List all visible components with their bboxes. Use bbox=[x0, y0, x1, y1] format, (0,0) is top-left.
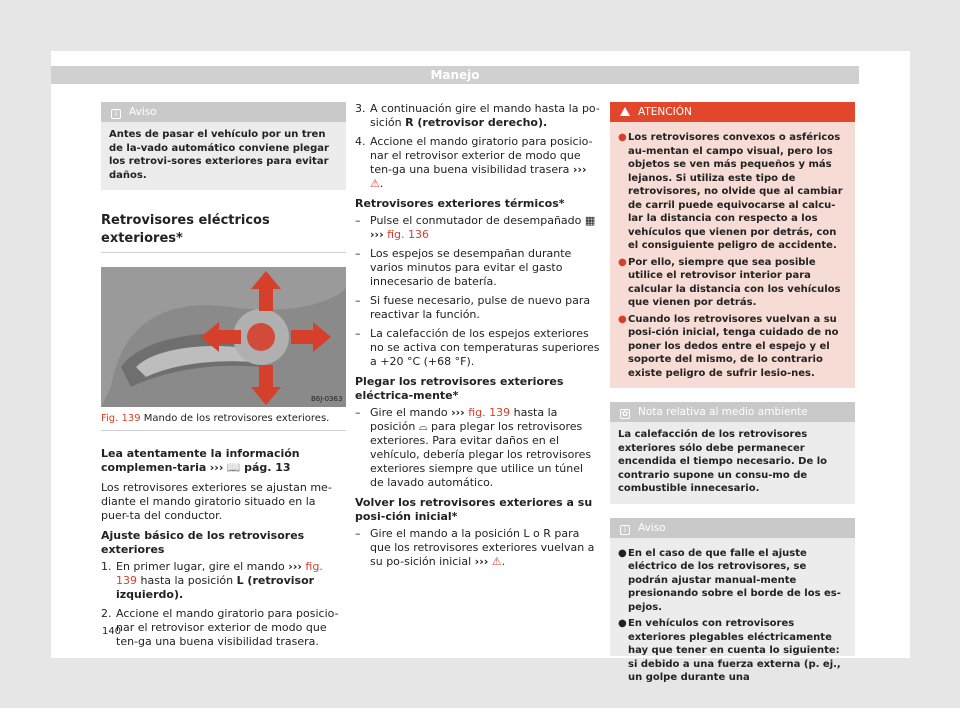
subheading: Volver los retrovisores exteriores a su posi-ción inicial* bbox=[355, 496, 593, 523]
page-number: 140 bbox=[102, 626, 122, 637]
column-1 bbox=[101, 102, 346, 654]
atencion-box bbox=[610, 102, 855, 388]
aviso-box-2-header: i Aviso bbox=[610, 518, 855, 538]
defog-icon: ▦ bbox=[584, 214, 596, 227]
intro-paragraph: Lea atentamente la información complemen-taria ››› 📖 pág. 13 bbox=[101, 447, 300, 474]
bullet-item: ● Los retrovisores convexos o asféricos au-mentan el campo visual, pero los objetos se ven más pequeños y más lejanos. Si utiliza este tipo de retrovisores, no olvide que al cambiar de carril puede equivocarse al calcu-lar la distancia con respecto a los vehículos que vienen por detrás, con el consiguiente peligro de accidente. bbox=[618, 132, 843, 251]
bullet-item: ● Por ello, siempre que sea posible utilice el retrovisor interior para calcular la distancia con los vehículos que vienen por detrás. bbox=[618, 256, 841, 308]
page-header: Manejo bbox=[51, 66, 859, 84]
warning-icon: ⚠ bbox=[491, 555, 502, 568]
info-icon: i bbox=[620, 525, 630, 535]
list-item: 3. A continuación gire el mando hasta la po-sición R (retrovisor derecho). bbox=[355, 102, 600, 129]
figure-139 bbox=[101, 267, 346, 407]
list-item: – Los espejos se desempañan durante varios minutos para evitar el gasto innecesario de batería. bbox=[355, 247, 572, 288]
column-2 bbox=[355, 102, 600, 574]
bullet-item: ● Cuando los retrovisores vuelvan a su posi-ción inicial, tenga cuidado de no poner los dedos entre el espejo y el soporte del mismo, de lo contrario existe peligro de sufrir lesio-nes. bbox=[618, 313, 839, 379]
warning-icon: ⚠ bbox=[370, 177, 380, 190]
atencion-box-header: ATENCIÓN bbox=[610, 102, 855, 122]
figure-link[interactable]: fig. 136 bbox=[387, 228, 430, 241]
column-3 bbox=[610, 102, 855, 683]
medio-ambiente-text: La calefacción de los retrovisores exteriores sólo debe permanecer encendida el tiempo necesario. De lo contrario supone un consu-mo de combustible innecesario. bbox=[618, 429, 827, 494]
aviso-box-text: Antes de pasar el vehículo por un tren de la-vado automático conviene plegar los retrovi-sores exteriores para evitar daños. bbox=[109, 129, 329, 181]
aviso-box-2 bbox=[610, 518, 855, 683]
list-item: – Si fuese necesario, pulse de nuevo para reactivar la función. bbox=[355, 294, 591, 321]
bullet-item: ● En vehículos con retrovisores exteriores plegables eléctricamente hay que tener en cuenta lo siguiente: si debido a una fuerza externa (p. ej., un golpe durante una bbox=[618, 618, 841, 683]
figure-link[interactable]: fig. 139 bbox=[468, 406, 511, 419]
list-item: – La calefacción de los espejos exteriores no se activa con temperaturas superiores a +20 °C (+68 °F). bbox=[355, 327, 600, 368]
list-item: – Gire el mando ››› fig. 139 hasta la posición ⌓ para plegar los retrovisores exteriores. Para evitar daños en el vehículo, debería plegar los retrovisores exteriores siempre que utilice un túnel de lavado automático. bbox=[355, 406, 592, 489]
figure-link[interactable]: fig. 139 bbox=[116, 560, 323, 587]
subheading: Ajuste básico de los retrovisores exteriores bbox=[101, 529, 305, 556]
mirror-control-illustration bbox=[101, 267, 346, 407]
medio-ambiente-header: ✿ Nota relativa al medio ambiente bbox=[610, 402, 855, 422]
warning-icon bbox=[620, 107, 630, 116]
list-item: – Gire el mando a la posición L o R para que los retrovisores exteriores vuelvan a su po-sición inicial ››› ⚠. bbox=[355, 527, 595, 568]
figure-code: B6J-0363 bbox=[311, 395, 343, 403]
subheading: Retrovisores exteriores térmicos* bbox=[355, 197, 565, 210]
medio-ambiente-box bbox=[610, 402, 855, 504]
list-item: – Pulse el conmutador de desempañado ▦ ››› fig. 136 bbox=[355, 214, 596, 241]
book-icon: 📖 bbox=[226, 461, 241, 474]
list-item: 1. En primer lugar, gire el mando ››› fig. 139 hasta la posición L (retrovisor izquierdo). bbox=[101, 560, 323, 601]
aviso-box bbox=[101, 102, 346, 190]
info-icon: i bbox=[111, 109, 121, 119]
section-title: Retrovisores eléctricos exteriores* bbox=[101, 212, 346, 253]
list-item: 4. Accione el mando giratorio para posicio-nar el retrovisor exterior de modo que ten-ga una buena visibilidad trasera ››› ⚠. bbox=[355, 135, 593, 190]
bullet-item: ● En el caso de que falle el ajuste eléctrico de los retrovisores, se podrán ajustar manual-mente presionando sobre el borde de los es-pejos. bbox=[618, 547, 841, 613]
figure-caption: Fig. 139 Mando de los retrovisores exteriores. bbox=[101, 407, 346, 431]
list-item: 2. Accione el mando giratorio para posicio-nar el retrovisor exterior de modo que ten-ga una buena visibilidad trasera. bbox=[101, 607, 339, 648]
aviso-box-header: i Aviso bbox=[101, 102, 346, 122]
paragraph: Los retrovisores exteriores se ajustan me-diante el mando giratorio situado en la puer-ta del conductor. bbox=[101, 481, 332, 522]
rotary-knob-icon bbox=[247, 323, 275, 351]
environment-icon: ✿ bbox=[621, 409, 629, 418]
subheading: Plegar los retrovisores exteriores eléctrica-mente* bbox=[355, 375, 564, 402]
fold-mirror-icon: ⌓ bbox=[418, 420, 428, 433]
